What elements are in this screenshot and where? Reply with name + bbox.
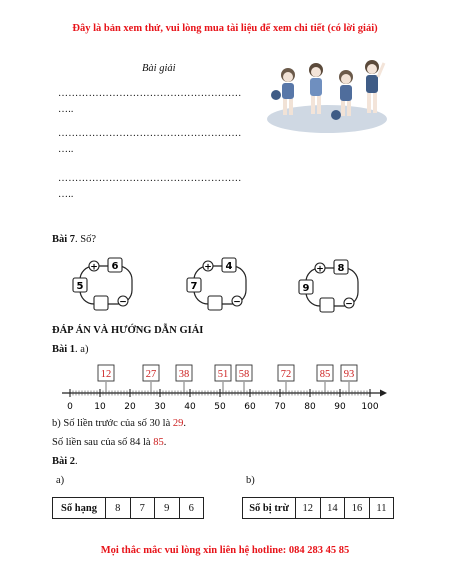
tick-label: 50: [214, 402, 226, 412]
bai7-question: [52, 234, 96, 245]
bai2-part-b: b): [246, 475, 255, 486]
answer-value: 29: [172, 418, 184, 429]
tick-label: 100: [361, 402, 379, 412]
tick-label: 40: [184, 402, 196, 412]
loop-exercise-2: [184, 256, 256, 314]
answer-box-value: 93: [343, 369, 355, 380]
answers-heading: ĐÁP ÁN VÀ HƯỚNG DẪN GIẢI: [52, 325, 204, 336]
loop-left-number: 9: [302, 283, 310, 294]
bai2-part-a: a): [56, 475, 65, 486]
bai1-label: Bài 1: [52, 344, 76, 355]
answer-line: ……………………………………………… …..: [58, 128, 242, 155]
plus-sign: +: [90, 262, 98, 273]
minus-sign: −: [345, 299, 353, 310]
tick-label: 20: [124, 402, 136, 412]
loop-top-number: 4: [225, 261, 233, 272]
tick-label: 60: [244, 402, 256, 412]
answer-value: 85: [153, 437, 164, 448]
bai7-prompt: . Số?: [75, 234, 97, 245]
loop-left-number: 7: [190, 281, 198, 292]
bai2-dot: .: [75, 456, 78, 467]
homework-title: Bài giải: [142, 63, 176, 74]
tick-label: 70: [274, 402, 286, 412]
table-minuends: [242, 497, 394, 519]
tick-label: 0: [67, 402, 73, 412]
bai2-question: [52, 456, 78, 467]
answer-box-value: 51: [217, 369, 229, 380]
plus-sign: +: [316, 264, 324, 275]
answer-box-value: 38: [178, 369, 190, 380]
minus-sign: −: [119, 297, 127, 308]
arrow-head-icon: [380, 390, 387, 397]
plus-sign: +: [204, 262, 212, 273]
table-cell: 12: [296, 498, 321, 519]
table-row: [243, 498, 394, 519]
tick-label: 10: [94, 402, 106, 412]
table-row: [53, 498, 204, 519]
basketball-kids-illustration: [266, 55, 388, 137]
table-cell: 14: [320, 498, 345, 519]
number-line: [58, 360, 388, 416]
bai1-b-line2: [52, 437, 166, 448]
answer-box-value: 27: [145, 369, 157, 380]
table-cell: 6: [179, 498, 204, 519]
answer-line: ……………………………………………… …..: [58, 173, 242, 200]
loop-exercise-3: [296, 258, 368, 316]
tick-label: 30: [154, 402, 166, 412]
hotline-footer: Mọi thắc mắc vui lòng xin liên hệ hotline: 084 283 45 85: [100, 545, 350, 556]
table-cell: 8: [106, 498, 131, 519]
table-cell: 16: [345, 498, 370, 519]
bai2-label: Bài 2: [52, 456, 76, 467]
text-prefix: b) Số liền trước của số 30 là: [52, 418, 173, 429]
text-suffix: .: [183, 418, 187, 429]
table-cell: 9: [155, 498, 180, 519]
loop-left-number: 5: [76, 281, 84, 292]
answer-box-value: 12: [100, 369, 112, 380]
minus-sign: −: [233, 297, 241, 308]
text-suffix: .: [163, 437, 167, 448]
answer-box-value: 72: [280, 369, 292, 380]
loop-top-number: 6: [111, 261, 119, 272]
answer-box-value: 58: [238, 369, 250, 380]
table-cell: 11: [369, 498, 393, 519]
answer-line: ……………………………………………… …..: [58, 88, 242, 115]
loop-top-number: 8: [337, 263, 345, 274]
table-cell: 7: [130, 498, 155, 519]
text-prefix: Số liền sau của số 84 là: [52, 437, 154, 448]
tick-label: 90: [334, 402, 346, 412]
tick-label: 80: [304, 402, 316, 412]
bai1-question: [52, 344, 88, 355]
bai1-b-line1: [52, 418, 186, 429]
bai1-part-a: . a): [75, 344, 89, 355]
table-header: Số bị trừ: [243, 498, 296, 519]
preview-notice: Đây là bản xem thử, vui lòng mua tài liệu để xem chi tiết (có lời giải): [72, 23, 378, 34]
loop-exercise-1: [70, 256, 142, 314]
table-addends: [52, 497, 204, 519]
table-header: Số hạng: [53, 498, 106, 519]
answer-box-value: 85: [319, 369, 331, 380]
bai7-label: Bài 7: [52, 234, 76, 245]
